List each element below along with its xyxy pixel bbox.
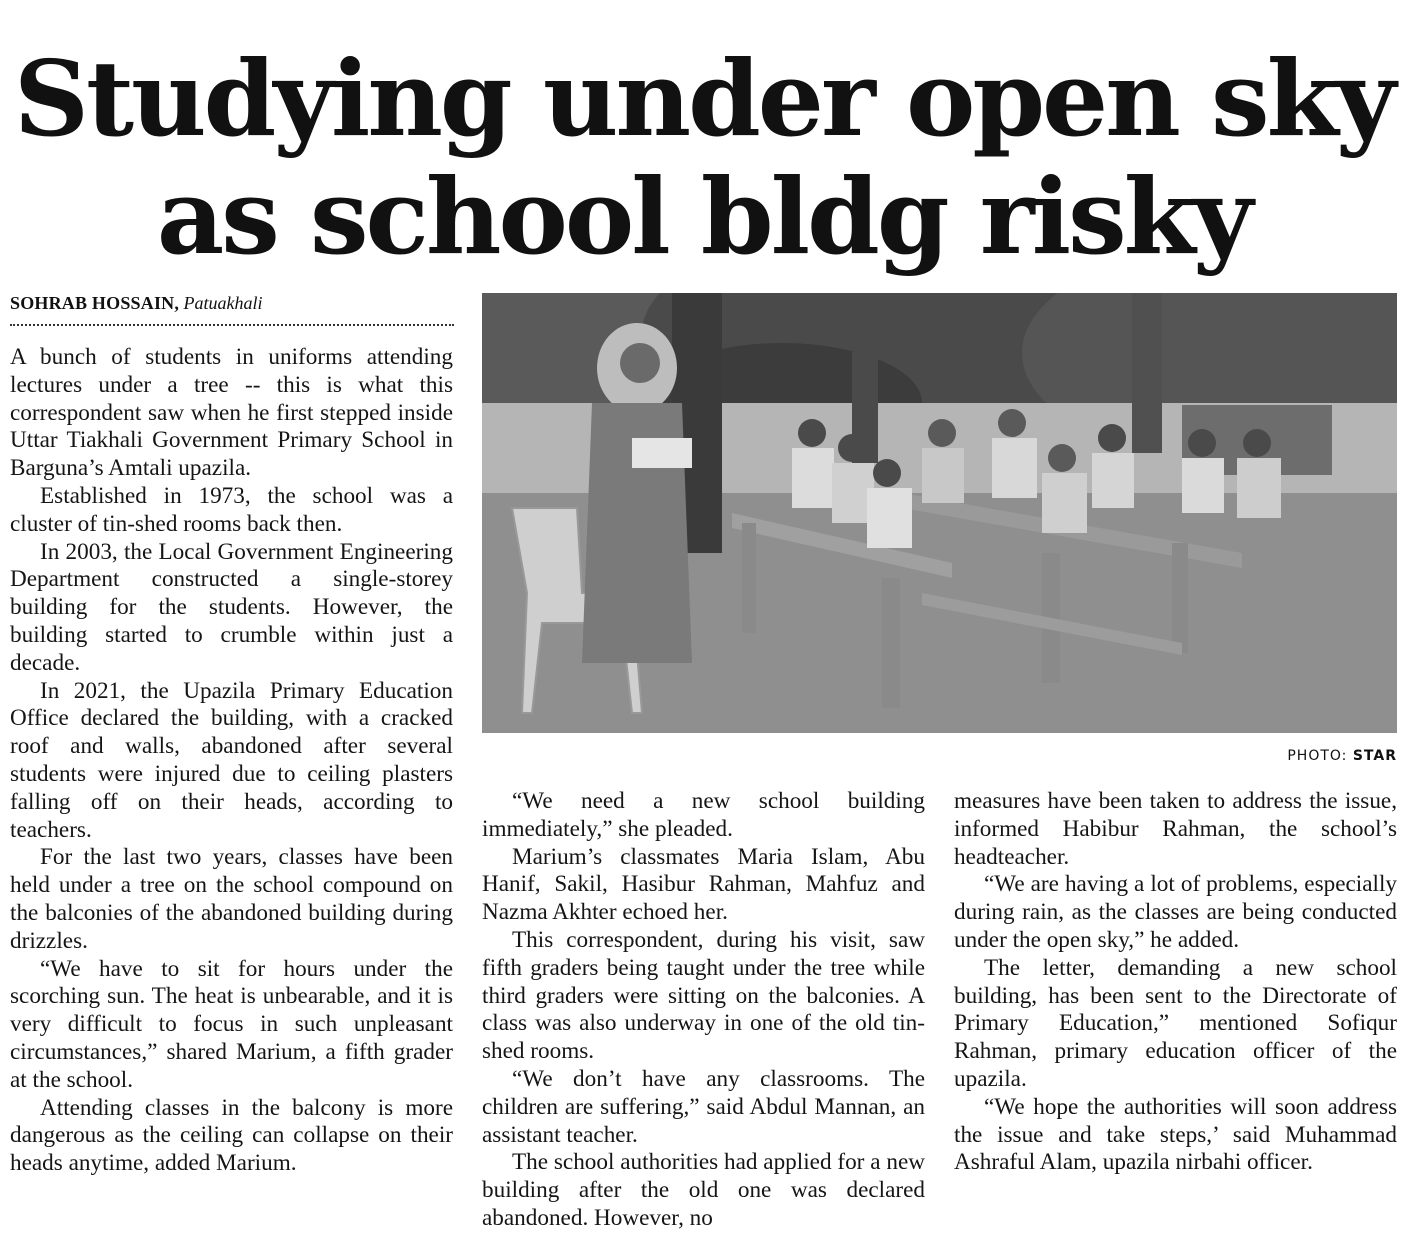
news-photo (482, 293, 1397, 733)
headline-line-1: Studying under open sky (13, 37, 1394, 160)
byline-place: Patuakhali (183, 293, 263, 313)
byline (10, 293, 454, 326)
byline-author: SOHRAB HOSSAIN, (10, 293, 180, 313)
headline-line-2: as school bldg risky (156, 155, 1251, 278)
paragraph: In 2003, the Local Government Engineering Department constructed a single-storey building for the students. However, the building started to crumble within just a decade. (10, 538, 453, 676)
paragraph: The school authorities had applied for a new building after the old one was declared abandoned. However, no (482, 1149, 925, 1231)
paragraph: A bunch of students in uniforms attending lectures under a tree -- this is what this correspondent saw when he first stepped inside Uttar Tiakhali Government Primary School in Barguna’s Amtali upazila. (10, 344, 453, 482)
photo-credit-label: PHOTO: (1287, 748, 1348, 764)
paragraph: For the last two years, classes have been held under a tree on the school compound on the balconies of the abandoned building during drizzles. (10, 844, 453, 954)
article-column-3 (954, 788, 1397, 1177)
article-column-2 (482, 788, 925, 1233)
paragraph: measures have been taken to address the issue, informed Habibur Rahman, the school’s headteacher. (954, 788, 1397, 870)
paragraph: Established in 1973, the school was a cluster of tin-shed rooms back then. (10, 482, 453, 537)
paragraph: “We don’t have any classrooms. The children are suffering,” said Abdul Mannan, an assistant teacher. (482, 1065, 925, 1148)
paragraph: “We need a new school building immediately,” she pleaded. (482, 788, 925, 842)
article-column-1 (10, 344, 453, 1178)
paragraph: This correspondent, during his visit, saw fifth graders being taught under the tree while third graders were sitting on the balconies. A class was also underway in one of the old tin-shed rooms. (482, 926, 925, 1065)
headline (0, 37, 1407, 278)
photo-credit (1287, 748, 1397, 764)
paragraph: In 2021, the Upazila Primary Education Office declared the building, with a cracked roof and walls, abandoned after several students were injured due to ceiling plasters falling off on their heads, according to teachers. (10, 677, 453, 843)
paragraph: “We have to sit for hours under the scorching sun. The heat is unbearable, and it is very difficult to focus in such unpleasant circumstances,” shared Marium, a fifth grader at the school. (10, 955, 453, 1093)
paragraph: “We are having a lot of problems, especially during rain, as the classes are being conducted under the open sky,” he added. (954, 871, 1397, 953)
photo-illustration (482, 293, 1397, 733)
paragraph: The letter, demanding a new school building, has been sent to the Directorate of Primary Education,” mentioned Sofiqur Rahman, primary education officer of the upazila. (954, 954, 1397, 1092)
paragraph: Attending classes in the balcony is more dangerous as the ceiling can collapse on their heads anytime, added Marium. (10, 1094, 453, 1177)
photo-credit-source: STAR (1352, 748, 1397, 764)
paragraph: “We hope the authorities will soon address the issue and take steps,’ said Muhammad Ashraful Alam, upazila nirbahi officer. (954, 1093, 1397, 1176)
paragraph: Marium’s classmates Maria Islam, Abu Hanif, Sakil, Hasibur Rahman, Mahfuz and Nazma Akhter echoed her. (482, 843, 925, 926)
